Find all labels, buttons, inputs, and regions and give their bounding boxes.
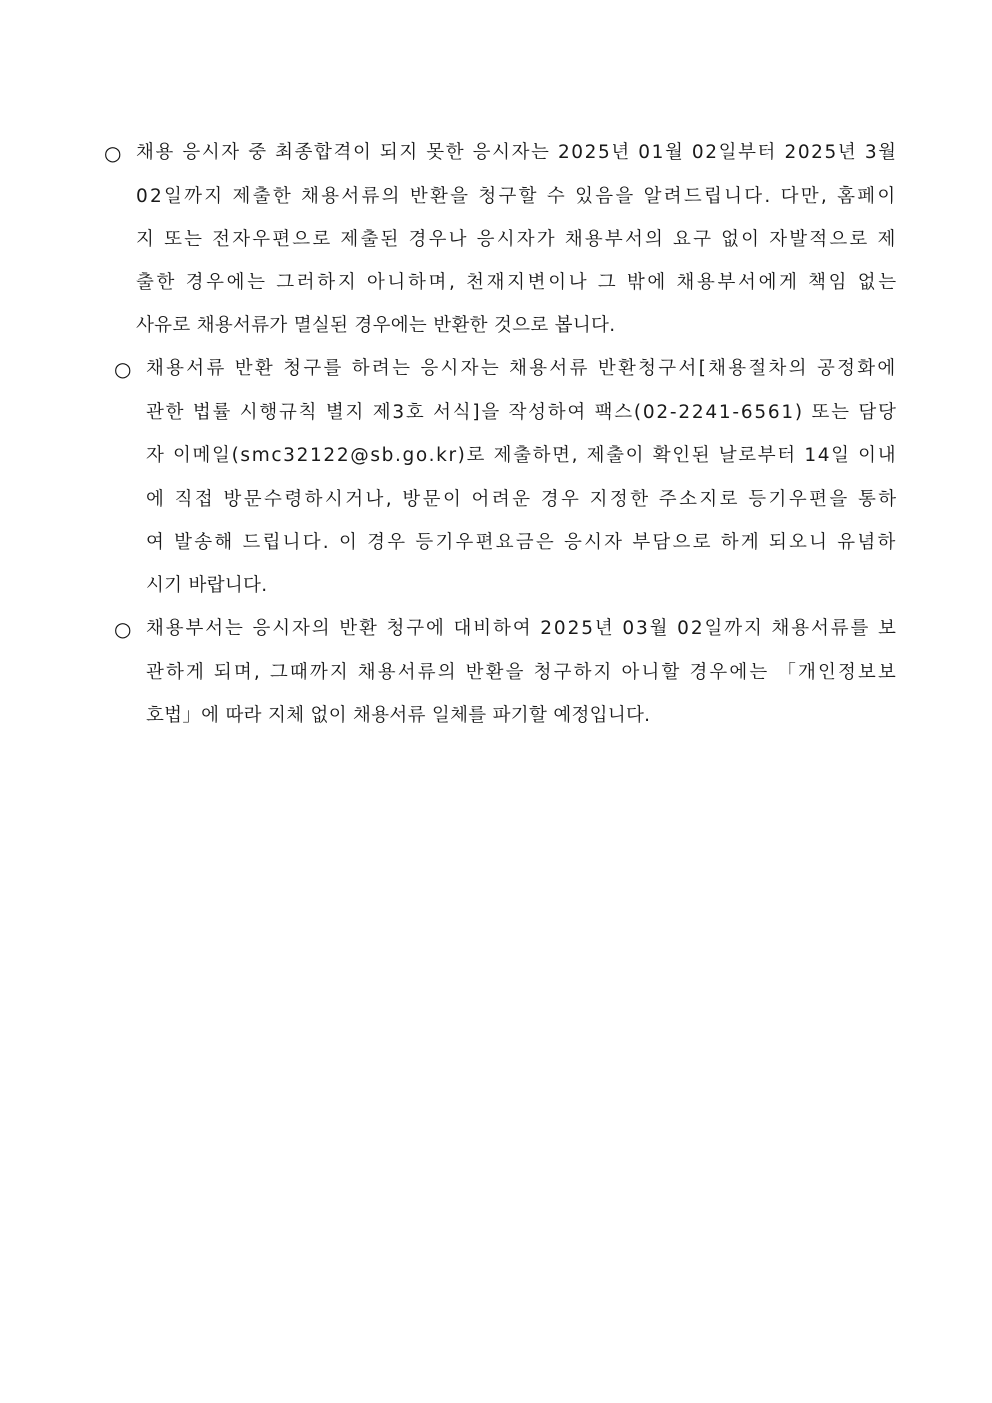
paragraph-line: 관하게 되며, 그때까지 채용서류의 반환을 청구하지 아니할 경우에는 「개인정보보 xyxy=(146,662,898,683)
paragraph-line: 호법」에 따라 지체 없이 채용서류 일체를 파기할 예정입니다. xyxy=(146,705,651,726)
paragraph-line: 시기 바랍니다. xyxy=(146,575,268,596)
paragraph-line: 채용부서는 응시자의 반환 청구에 대비하여 2025년 03월 02일까지 채용서류를 보 xyxy=(146,618,898,639)
circle-bullet-icon: ○ xyxy=(114,617,132,641)
paragraph-line: 채용 응시자 중 최종합격이 되지 못한 응시자는 2025년 01월 02일부터 2025년 3월 xyxy=(136,142,898,163)
paragraph-line: 자 이메일(smc32122@sb.go.kr)로 제출하면, 제출이 확인된 날로부터 14일 이내 xyxy=(146,445,898,466)
paragraph-line: 채용서류 반환 청구를 하려는 응시자는 채용서류 반환청구서[채용절차의 공정화에 xyxy=(146,358,898,379)
paragraph-line: 사유로 채용서류가 멸실된 경우에는 반환한 것으로 봅니다. xyxy=(136,315,616,336)
paragraph-line: 관한 법률 시행규칙 별지 제3호 서식]을 작성하여 팩스(02-2241-6561) 또는 담당 xyxy=(146,402,898,423)
paragraph-line: 여 발송해 드립니다. 이 경우 등기우편요금은 응시자 부담으로 하게 되오니 유념하 xyxy=(146,532,898,553)
paragraph-line: 출한 경우에는 그러하지 아니하며, 천재지변이나 그 밖에 채용부서에게 책임 없는 xyxy=(136,272,899,293)
circle-bullet-icon: ○ xyxy=(114,357,132,381)
paragraph-line: 에 직접 방문수령하시거나, 방문이 어려운 경우 지정한 주소지로 등기우편을 통하 xyxy=(146,489,899,510)
paragraph-line: 지 또는 전자우편으로 제출된 경우나 응시자가 채용부서의 요구 없이 자발적으로 제 xyxy=(136,229,898,250)
paragraph-line: 02일까지 제출한 채용서류의 반환을 청구할 수 있음을 알려드립니다. 다만, 홈페이 xyxy=(136,186,898,207)
circle-bullet-icon: ○ xyxy=(104,141,122,165)
